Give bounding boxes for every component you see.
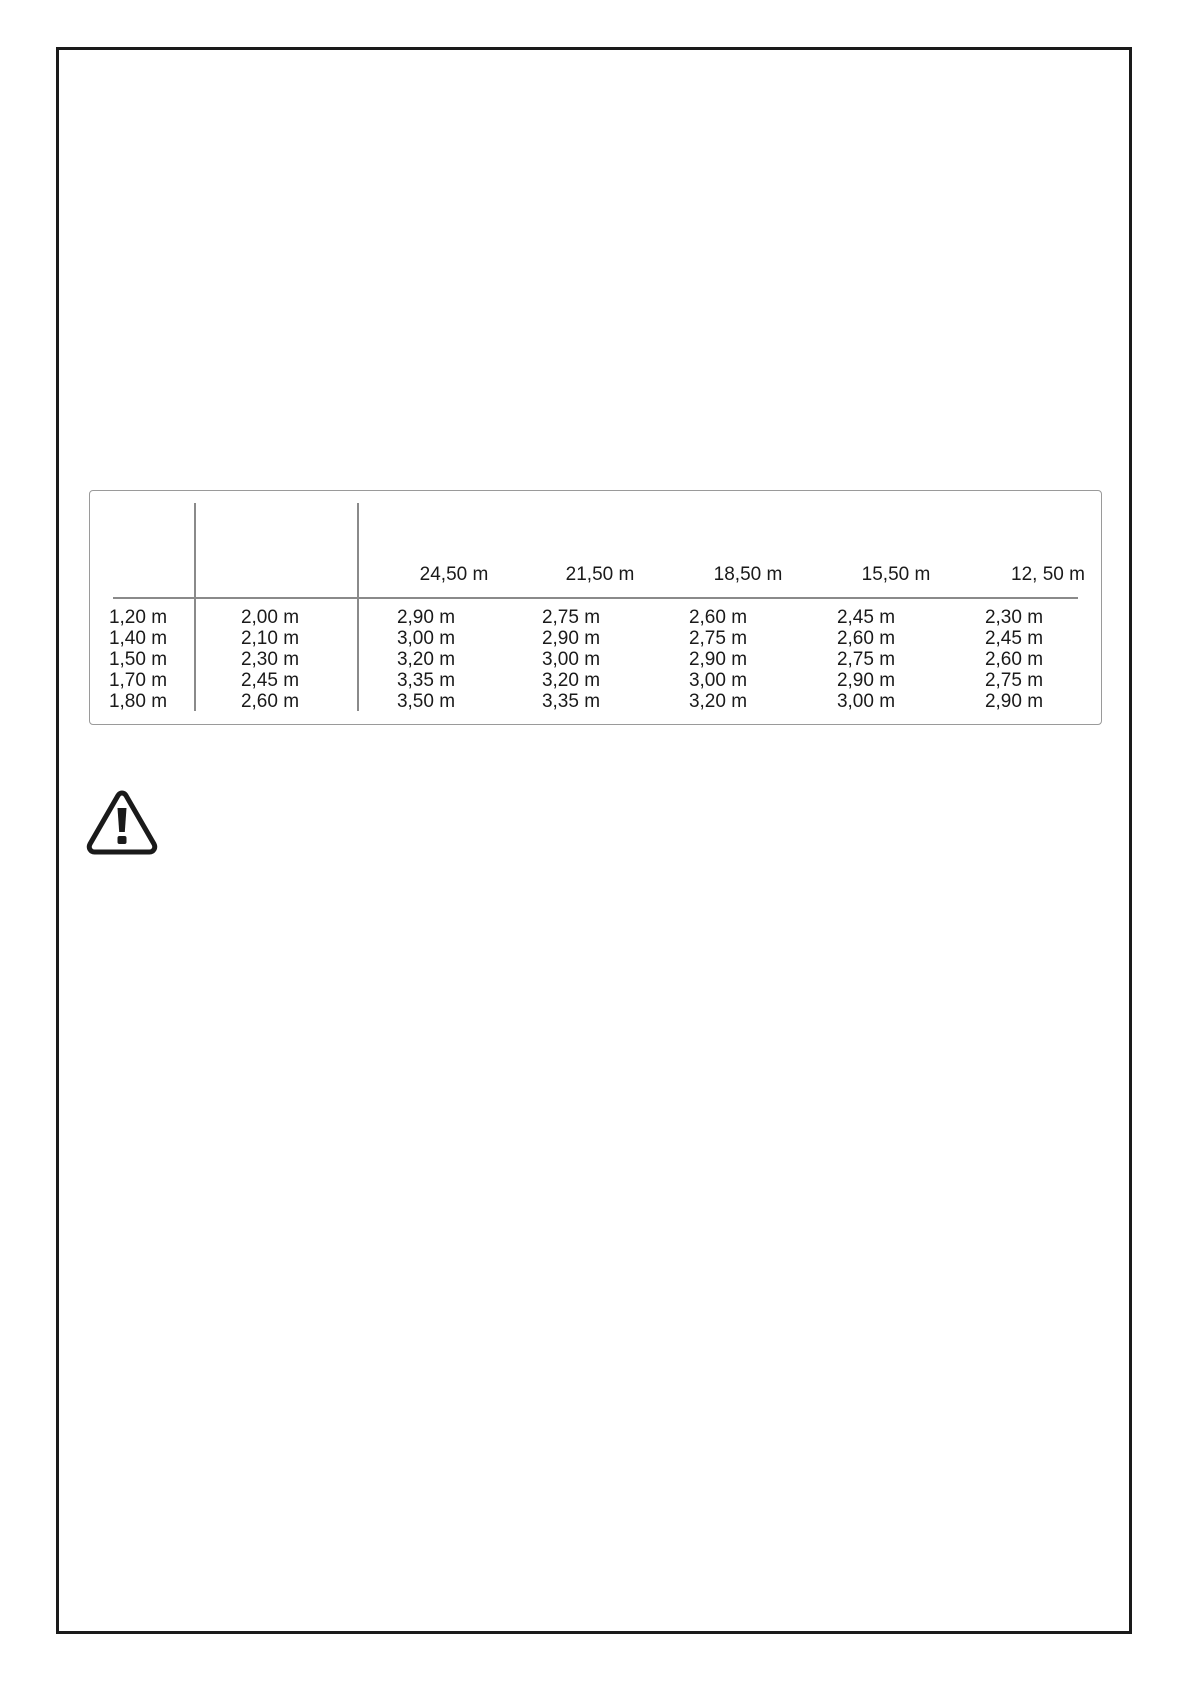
table-cell: 3,00 m: [396, 628, 456, 649]
table-cell: 3,20 m: [396, 649, 456, 670]
table-cell: 2,10 m: [240, 628, 300, 649]
table-cell: 1,80 m: [108, 691, 168, 712]
table-cell: 2,45 m: [984, 628, 1044, 649]
table-cell: 2,75 m: [836, 649, 896, 670]
header-cell: 18,50 m: [713, 564, 783, 585]
header-rule: [113, 597, 1078, 599]
table-cell: 2,45 m: [240, 670, 300, 691]
dimension-table: [89, 490, 1102, 725]
table-cell: 2,90 m: [541, 628, 601, 649]
table-cell: 2,60 m: [984, 649, 1044, 670]
page-frame: [56, 47, 1132, 1634]
table-cell: 2,90 m: [984, 691, 1044, 712]
table-cell: 3,20 m: [688, 691, 748, 712]
column-divider-2: [357, 503, 359, 711]
table-cell: 2,30 m: [984, 607, 1044, 628]
header-cell: 24,50 m: [419, 564, 489, 585]
table-cell: 2,75 m: [984, 670, 1044, 691]
table-cell: 3,50 m: [396, 691, 456, 712]
table-cell: 3,35 m: [396, 670, 456, 691]
table-cell: 1,70 m: [108, 670, 168, 691]
table-cell: 2,90 m: [396, 607, 456, 628]
table-cell: 2,60 m: [836, 628, 896, 649]
table-cell: 2,75 m: [541, 607, 601, 628]
table-cell: 3,35 m: [541, 691, 601, 712]
header-cell: 15,50 m: [861, 564, 931, 585]
table-cell: 3,00 m: [688, 670, 748, 691]
table-cell: 1,50 m: [108, 649, 168, 670]
table-cell: 1,20 m: [108, 607, 168, 628]
table-cell: 2,90 m: [836, 670, 896, 691]
table-cell: 1,40 m: [108, 628, 168, 649]
table-cell: 2,45 m: [836, 607, 896, 628]
column-divider-1: [194, 503, 196, 711]
table-cell: 3,20 m: [541, 670, 601, 691]
table-cell: 2,75 m: [688, 628, 748, 649]
table-cell: 2,00 m: [240, 607, 300, 628]
table-cell: 2,60 m: [240, 691, 300, 712]
table-cell: 2,30 m: [240, 649, 300, 670]
warning-icon: [86, 789, 158, 855]
table-cell: 2,60 m: [688, 607, 748, 628]
header-cell: 12, 50 m: [1011, 564, 1085, 585]
table-cell: 3,00 m: [836, 691, 896, 712]
table-cell: 2,90 m: [688, 649, 748, 670]
header-cell: 21,50 m: [565, 564, 635, 585]
table-cell: 3,00 m: [541, 649, 601, 670]
